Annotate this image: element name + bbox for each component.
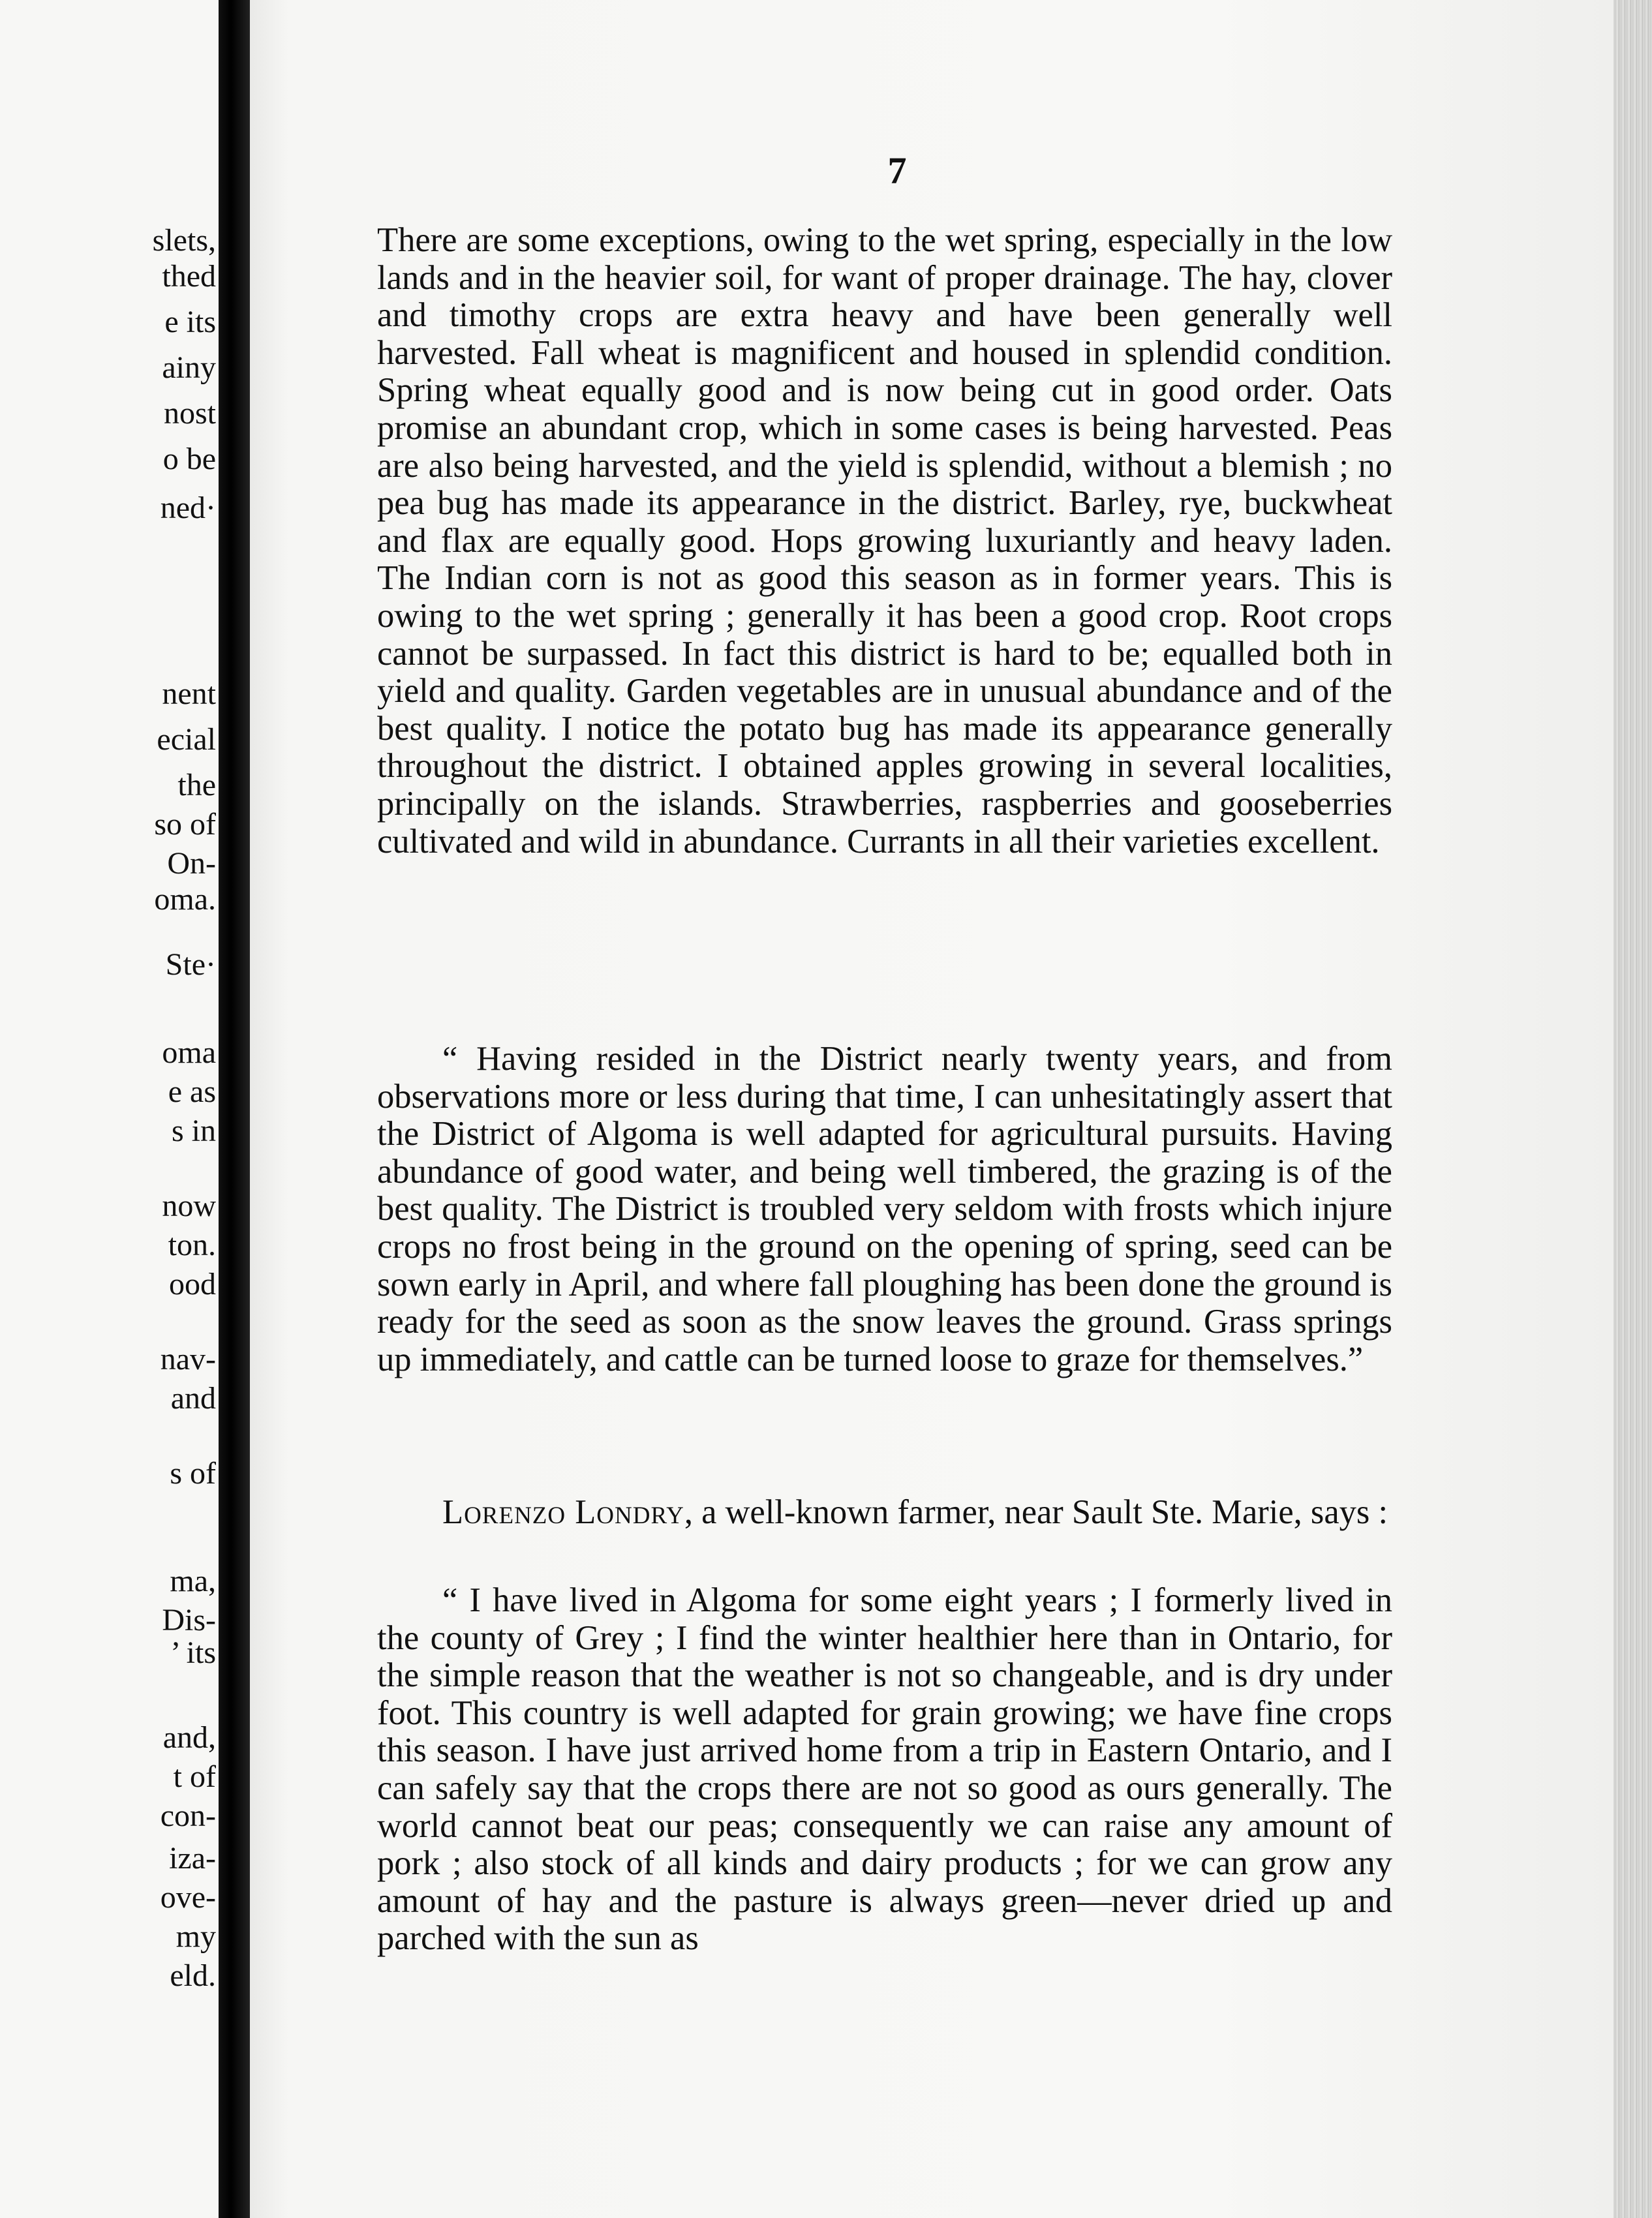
- left-page-fragment: nav-: [160, 1342, 216, 1376]
- left-page-fragment: On-: [167, 846, 216, 881]
- left-page-fragment: ood: [169, 1267, 216, 1301]
- left-page-fragment: iza-: [169, 1841, 216, 1876]
- left-page-fragment: s in: [171, 1114, 216, 1148]
- left-page-fragment: and: [170, 1381, 216, 1416]
- speaker-intro-text: , a well-known farmer, near Sault Ste. Marie, says :: [684, 1493, 1388, 1531]
- left-page-fragment: thed: [162, 259, 216, 294]
- left-page-fragment: con-: [160, 1799, 216, 1833]
- speaker-intro: [377, 1494, 1392, 1532]
- left-page-fragment: so of: [154, 807, 216, 842]
- left-page-fragment: Dis-: [162, 1603, 216, 1637]
- left-page-edge: [0, 0, 219, 2218]
- paragraph-text: There are some exceptions, owing to the wet spring, especially in the low lands and in the heavier soil, for want of proper drainage. The hay, clover and timothy crops are extra heavy and have been generally well harvested. Fall wheat is magnificent and housed in splendid condition. Spring wheat equally good and is now being cut in good order. Oats promise an abundant crop, which in some cases is being harvested. Peas are also being harvested, and the yield is splendid, without a blemish ; no pea bug has made its appearance in the district. Barley, rye, buckwheat and flax are equally good. Hops growing luxuriantly and heavy laden. The Indian corn is not as good this season as in former years. This is owing to the wet spring ; generally it has been a good crop. Root crops cannot be surpassed. In fact this district is hard to be; equalled both in yield and quality. Garden vegetables are in unusual abundance and of the best quality. I notice the potato bug has made its appearance generally throughout the district. I obtained apples growing in several localities, principally on the islands. Strawberries, raspberries and gooseberries cultivated and wild in abundance. Currants in all their varieties excellent.: [377, 221, 1392, 860]
- left-page-fragment: nost: [163, 396, 216, 431]
- left-page-fragment: e its: [164, 305, 216, 339]
- left-page-fragment: slets,: [152, 223, 216, 258]
- left-page-fragment: nent: [162, 676, 216, 711]
- left-page-fragment: ecial: [157, 722, 216, 757]
- left-page-fragment: eld.: [170, 1958, 216, 1993]
- paragraph-text: “ I have lived in Algoma for some eight years ; I formerly lived in the county of Grey ; I find the winter healthier here than in Ontario, for the simple reason that the weather is not so changeable, and is dry under foot. This country is well adapted for grain growing; we have fine crops this season. I have just arrived home from a trip in Eastern Ontario, and I can safely say that the crops there are not so good as ours generally. The world cannot beat our peas; consequently we can raise any amount of pork ; also stock of all kinds and dairy products ; for we can grow any amount of hay and the pasture is always green—never dried up and parched with the sun as: [377, 1581, 1392, 1958]
- left-page-fragment: ned·: [160, 491, 216, 525]
- left-page-fragment: t of: [173, 1759, 216, 1794]
- left-page-fragment: my: [176, 1919, 216, 1954]
- left-page-fragment: oma: [162, 1035, 216, 1070]
- page-number: 7: [887, 149, 907, 192]
- left-page-fragment: e as: [168, 1074, 216, 1109]
- left-page-fragment: ma,: [170, 1564, 216, 1598]
- page-stack-edge: [1614, 0, 1652, 2218]
- left-page-fragment: ainy: [162, 350, 216, 385]
- left-page-fragment: s of: [170, 1456, 216, 1491]
- left-page-fragment: oma.: [154, 882, 216, 917]
- speaker-name: Lorenzo Londry: [442, 1493, 684, 1531]
- paragraph-text: “ Having resided in the District nearly twenty years, and from observations more or less during that time, I can unhesitatingly assert that the District of Algoma is well adapted for agricultural pursuits. Having abundance of good water, and being well timbered, the grazing is of the best quality. The District is troubled very seldom with frosts which injure crops no frost being in the ground on the opening of spring, seed can be sown early in April, and where fall ploughing has been done the ground is ready for the seed as soon as the snow leaves the ground. Grass springs up immediately, and cattle can be turned loose to graze for themselves.”: [377, 1040, 1392, 1378]
- speaker-line: [377, 1494, 1392, 1532]
- paragraph-crops: [377, 222, 1392, 860]
- left-page-fragment: now: [162, 1189, 216, 1223]
- left-page-fragment: ton.: [168, 1228, 216, 1262]
- left-page-fragment: ove-: [160, 1880, 216, 1915]
- left-page-fragment: o be: [162, 442, 216, 476]
- left-page-fragment: and,: [162, 1720, 216, 1755]
- book-gutter: [219, 0, 250, 2218]
- left-page-fragment: the: [177, 768, 216, 802]
- left-page-fragment: Ste·: [165, 947, 216, 982]
- paragraph-londry-quote: [377, 1582, 1392, 1958]
- left-page-fragment: ’ its: [170, 1635, 216, 1670]
- paragraph-district-quote: [377, 1041, 1392, 1378]
